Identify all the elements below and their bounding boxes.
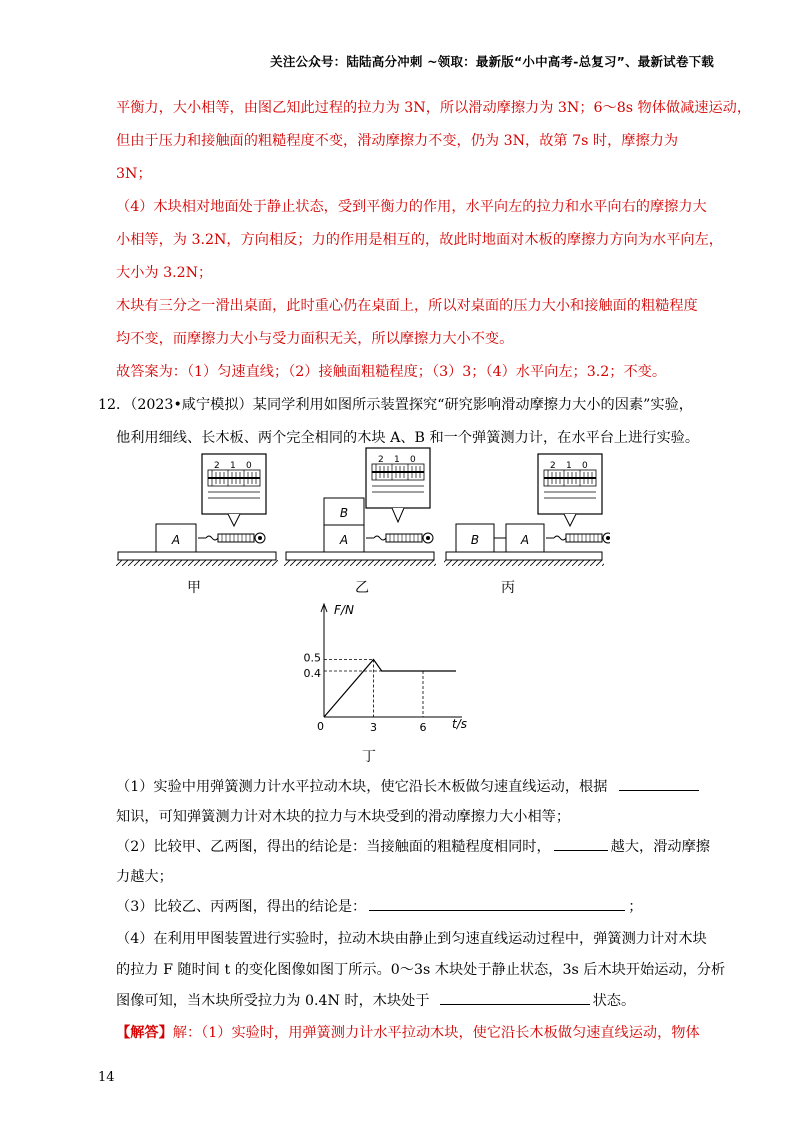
- setup-bing: [444, 454, 610, 566]
- answer-line: 木块有三分之一滑出桌面，此时重心仍在桌面上，所以对桌面的压力大小和接触面的粗糙程度: [116, 298, 698, 314]
- answer-blank-3[interactable]: [369, 896, 625, 911]
- gauge-tick: 1: [566, 461, 572, 471]
- block-b-label: B: [470, 533, 480, 547]
- y-tick-label: 0.5: [303, 651, 321, 665]
- apparatus-figure: [110, 440, 610, 610]
- sub-question-2-text: 越大，滑动摩擦: [610, 839, 710, 855]
- sub-question-4-cont: [116, 990, 635, 1010]
- sub-question-2-text: （2）比较甲、乙两图，得出的结论是：当接触面的粗糙程度相同时，: [116, 839, 551, 855]
- answer-line: 大小为 3.2N；: [116, 265, 213, 281]
- gauge-tick: 0: [582, 461, 588, 471]
- gauge-tick: 1: [394, 455, 400, 465]
- y-tick-label: 0.4: [303, 667, 321, 680]
- solution-text: 解：（1）实验时，用弹簧测力计水平拉动木块，使它沿长木板做匀速直线运动，物体: [172, 1025, 700, 1041]
- answer-line: 平衡力，大小相等，由图乙知此过程的拉力为 3N，所以滑动摩擦力为 3N；6～8s 物体做减速运动，: [116, 100, 752, 116]
- gauge-tick: 1: [230, 461, 236, 471]
- gauge-tick: 2: [550, 461, 556, 471]
- sub-question-2-cont: 力越大；: [116, 869, 173, 885]
- setup-jia: [116, 454, 278, 566]
- answer-blank-4[interactable]: [440, 990, 590, 1005]
- label-yi: 乙: [355, 580, 369, 596]
- answer-blank-1[interactable]: [619, 776, 699, 791]
- sub-question-3-text: （3）比较乙、丙两图，得出的结论是：: [116, 899, 367, 915]
- sub-question-1-cont: 知识，可知弹簧测力计对木块的拉力与木块受到的滑动摩擦力大小相等；: [116, 809, 571, 825]
- answer-line: 小相等，为 3.2N，方向相反；力的作用是相互的，故此时地面对木板的摩擦力方向为水平向左，: [116, 232, 723, 248]
- gauge-tick: 2: [378, 455, 384, 465]
- label-jia: 甲: [187, 580, 201, 596]
- answer-summary: 故答案为：（1）匀速直线；（2）接触面粗糙程度；（3）3；（4）水平向左；3.2；不变。: [116, 364, 667, 380]
- page-header: 关注公众号：陆陆高分冲刺 ~领取：最新版“小中高考-总复习”、最新试卷下载: [270, 54, 714, 69]
- sub-question-2: [116, 836, 710, 856]
- page-number: 14: [98, 1070, 115, 1085]
- block-a-label: A: [520, 533, 530, 547]
- answer-line: （4）木块相对地面处于静止状态，受到平衡力的作用，水平向左的拉力和水平向右的摩擦力大: [116, 199, 707, 215]
- x-tick-label: 6: [419, 721, 427, 734]
- answer-blank-2[interactable]: [554, 836, 608, 851]
- label-bing: 丙: [501, 580, 515, 596]
- block-a-label: A: [339, 533, 349, 547]
- sub-question-1: [116, 776, 702, 796]
- sub-question-4: （4）在利用甲图装置进行实验时，拉动木块由静止到匀速直线运动过程中，弹簧测力计对木块: [116, 931, 707, 947]
- x-tick-label: 3: [370, 721, 377, 734]
- question-12-line2: 他利用细线、长木板、两个完全相同的木块 A、B 和一个弹簧测力计，在水平台上进行实验。: [116, 430, 700, 446]
- sub-question-3: [116, 896, 642, 916]
- gauge-tick: 0: [246, 461, 252, 471]
- block-a-label: A: [171, 533, 181, 547]
- question-number: 12．: [98, 397, 131, 413]
- x-axis-label: t/s: [452, 717, 467, 731]
- gauge-tick: 2: [214, 461, 220, 471]
- question-text: （2023•咸宁模拟）某同学利用如图所示装置探究“研究影响滑动摩擦力大小的因素”实验，: [130, 397, 693, 413]
- answer-line: 但由于压力和接触面的粗糙程度不变，滑动摩擦力不变，仍为 3N，故第 7s 时，摩擦力为: [116, 133, 679, 149]
- solution-tag: 【解答】: [116, 1025, 173, 1041]
- force-time-graph: [290, 600, 480, 750]
- force-series-line: [324, 660, 456, 718]
- sub-question-4-text: 状态。: [592, 993, 636, 1009]
- sub-question-1-text: （1）实验中用弹簧测力计水平拉动木块，使它沿长木板做匀速直线运动，根据: [116, 779, 608, 795]
- y-axis-label: F/N: [334, 603, 354, 617]
- sub-question-4-text: 图像可知，当木块所受拉力为 0.4N 时，木块处于: [116, 993, 430, 1009]
- sub-question-4-cont: 的拉力 F 随时间 t 的变化图像如图丁所示。0～3s 木块处于静止状态，3s 后木块开始运动，分析: [116, 962, 726, 978]
- sub-question-3-text: ；: [628, 899, 643, 915]
- gauge-tick: 0: [410, 455, 416, 465]
- block-b-label: B: [339, 506, 349, 520]
- setup-yi: [284, 448, 436, 566]
- label-ding: 丁: [362, 749, 376, 765]
- origin-label: 0: [317, 720, 324, 733]
- solution-line: [116, 1022, 700, 1042]
- question-12-intro: [98, 394, 693, 414]
- answer-line: 3N；: [116, 166, 152, 182]
- answer-line: 均不变，而摩擦力大小与受力面积无关，所以摩擦力大小不变。: [116, 331, 514, 347]
